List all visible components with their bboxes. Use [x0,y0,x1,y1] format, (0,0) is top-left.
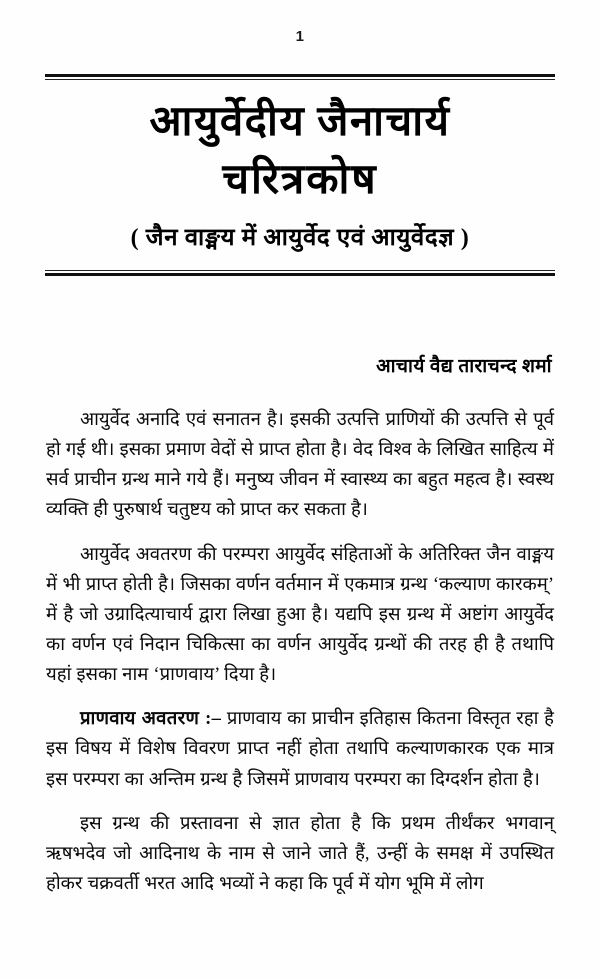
paragraph-4-text: इस ग्रन्थ की प्रस्तावना से ज्ञात होता है कि प्रथम तीर्थंकर भगवान् ऋषभदेव जो आदिनाथ के नाम से जाने जाते हैं, उन्हीं के समक्ष में उपस्थित होकर चक्रवर्ती भरत आदि भव्यों ने कहा कि पूर्व में योग भूमि में लोग [46,813,554,894]
paragraph-2 [46,540,554,691]
book-title-line-2: चरित्रकोष [222,156,378,203]
body-text [46,405,554,899]
author-name: आचार्य वैद्य ताराचन्द शर्मा [376,356,552,377]
paragraph-4 [46,809,554,899]
title-block [45,74,555,276]
book-title-line-1: आयुर्वेदीय जैनाचार्य [149,99,451,145]
paragraph-3 [46,704,554,794]
paragraph-2-text: आयुर्वेद अवतरण की परम्परा आयुर्वेद संहिताओं के अतिरिक्त जैन वाङ्मय में भी प्राप्त होती है। जिसका वर्णन वर्तमान में एकमात्र ग्रन्थ ‘कल्याण कारकम्’ में है जो उग्रादित्याचार्य द्वारा लिखा हुआ है। यद्यपि इस ग्रन्थ में अष्टांग आयुर्वेद का वर्णन एवं निदान चिकित्सा का वर्णन आयुर्वेद ग्रन्थों की तरह ही है तथापि यहां इसका नाम ‘प्राणवाय’ दिया है। [46,544,554,686]
title-top-rule-thick [45,74,555,77]
paragraph-3-text: प्राणवाय का प्राचीन इतिहास कितना विस्तृत रहा है इस विषय में विशेष विवरण प्राप्त नहीं होता तथापि कल्याणकारक एक मात्र इस परम्परा का अन्तिम ग्रन्थ है जिसमें प्राणवाय परम्परा का दिग्दर्शन होता है। [46,709,554,790]
paragraph-3-lead: प्राणवाय अवतरण :– [80,709,222,730]
title-bottom-rule-thin [45,270,555,271]
page-number: 1 [295,28,305,45]
paragraph-1 [46,405,554,526]
title-bottom-rule-thick [45,273,555,276]
title-lines [45,80,555,270]
book-subtitle: ( जैन वाङ्मय में आयुर्वेद एवं आयुर्वेदज्ञ ) [130,224,470,251]
paragraph-1-text: आयुर्वेद अनादि एवं सनातन है। इसकी उत्पत्ति प्राणियों की उत्पत्ति से पूर्व हो गई थी। इसका प्रमाण वेदों से प्राप्त होता है। वेद विश्व के लिखित साहित्य में सर्व प्राचीन ग्रन्थ माने गये हैं। मनुष्य जीवन में स्वास्थ्य का बहुत महत्व है। स्वस्थ व्यक्ति ही पुरुषार्थ चतुष्टय को प्राप्त कर सकता है। [46,410,554,521]
